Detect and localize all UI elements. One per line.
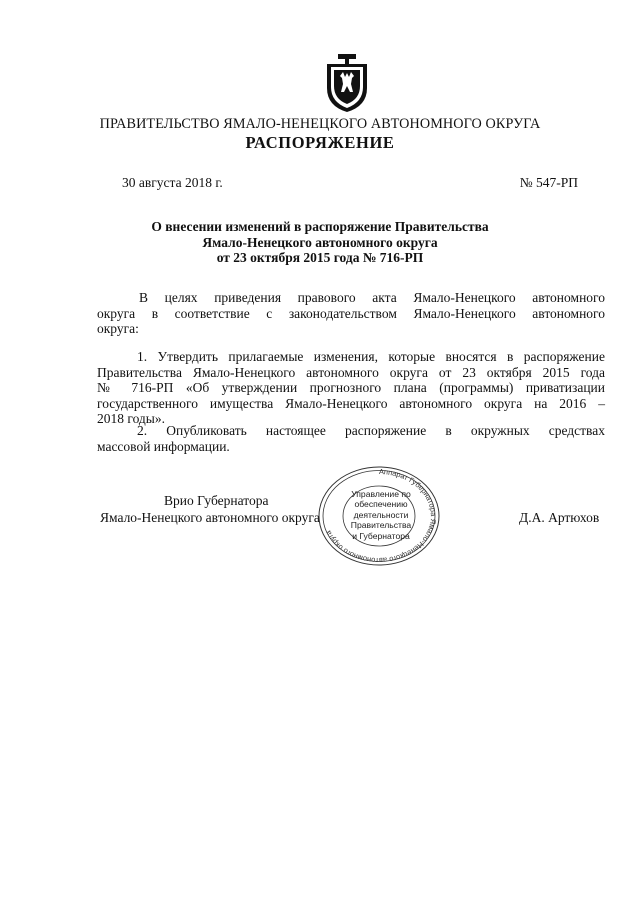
coat-of-arms-emblem-icon [325,54,369,114]
text-line: массовой информации. [97,438,230,454]
stamp-ring-text: Аппарат Губернатора Ямало-Ненецкого автономного округа [323,466,439,566]
signatory-title-line2: Ямало-Ненецкого автономного округа [100,510,320,525]
item-2-paragraph [97,423,605,454]
stamp-line: Правительства [350,520,412,531]
stamp-line: и Губернатора [352,530,410,541]
signatory-name: Д.А. Артюхов [519,510,600,525]
text-line: 1. Утвердить прилагаемые изменения, которые вносятся в распоряжение [137,349,605,364]
text-line: В целях приведения правового акта Ямало-Ненецкого автономного [139,290,605,305]
subject-line: Ямало-Ненецкого автономного округа [202,234,438,250]
stamp-line: Управление по [351,489,411,499]
government-name: ПРАВИТЕЛЬСТВО ЯМАЛО-НЕНЕЦКОГО АВТОНОМНОГО ОКРУГА [99,116,541,132]
text-line: округа в соответствие с законодательством Ямало-Ненецкого автономного [97,305,605,321]
stamp-line: деятельности [353,509,409,520]
text-line: № 716-РП «Об утверждении прогнозного плана (программы) приватизации [97,380,605,396]
signatory-title-line1: Врио Губернатора [164,493,269,508]
text-line: 2. Опубликовать настоящее распоряжение в окружных средствах [137,423,605,438]
document-number: № 547-РП [519,175,578,190]
subject-line: от 23 октября 2015 года № 716-РП [216,250,424,266]
document-subject [0,219,640,266]
document-date: 30 августа 2018 г. [122,175,223,190]
item-1-paragraph [97,349,605,427]
stamp-inner-text [346,489,416,541]
subject-line: О внесении изменений в распоряжение Правительства [151,219,489,234]
text-line: государственного имущества Ямало-Ненецкого автономного округа на 2016 – [97,395,605,411]
document-type-title: РАСПОРЯЖЕНИЕ [245,133,395,152]
intro-paragraph [97,290,605,337]
text-line: 2018 годы». [97,411,166,427]
text-line: Правительства Ямало-Ненецкого автономного округа от 23 октября 2015 года [97,364,605,380]
text-line: округа: [97,321,139,337]
stamp-line: обеспечению [354,499,408,510]
